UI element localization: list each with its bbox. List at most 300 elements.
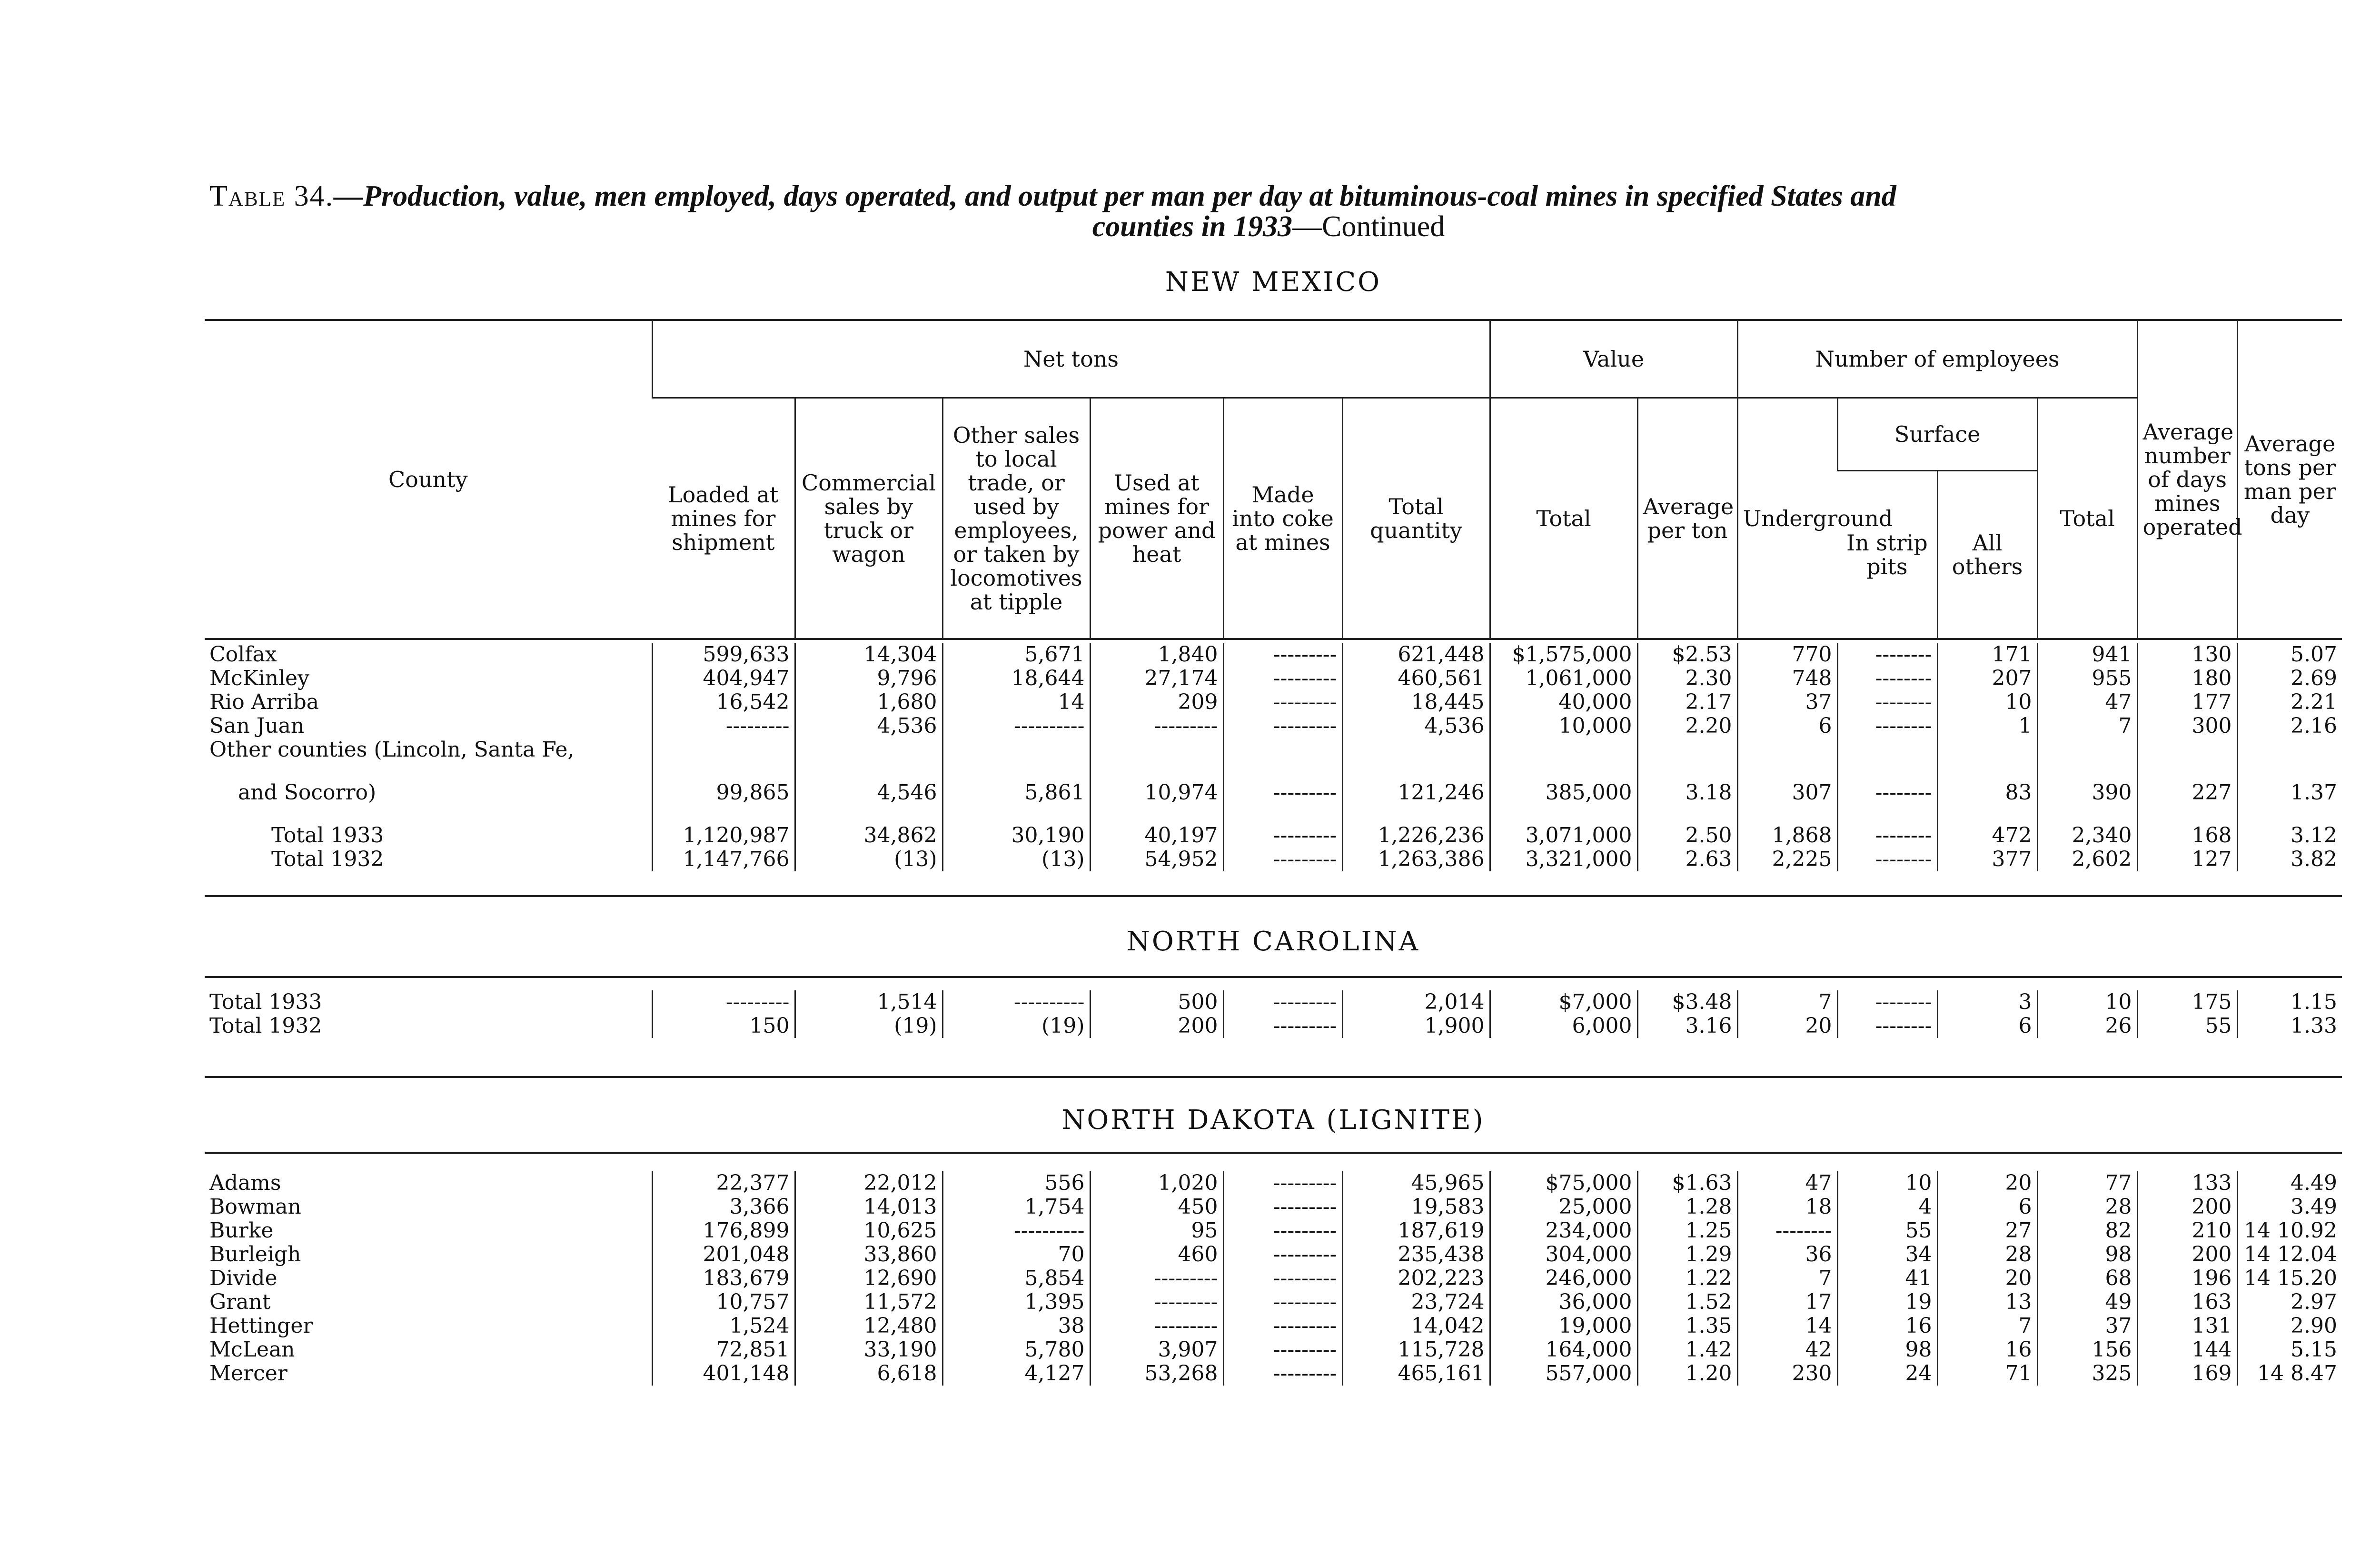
table-cell: 12,690 — [795, 1267, 942, 1290]
header-county: County — [388, 467, 468, 492]
table-cell: 1,147,766 — [652, 848, 795, 871]
table-cell: --------- — [1223, 1362, 1342, 1386]
table-cell: 2.90 — [2237, 1314, 2342, 1338]
table-cell: 404,947 — [652, 667, 795, 690]
table-cell: 3.49 — [2237, 1195, 2342, 1219]
table-cell: 14 15.20 — [2237, 1267, 2342, 1290]
table-cell: 14 10.92 — [2237, 1219, 2342, 1243]
divider — [205, 1076, 2342, 1078]
table-cell: 7 — [2037, 714, 2137, 738]
table-cell: 33,860 — [795, 1243, 942, 1267]
table-cell: 1,226,236 — [1342, 824, 1490, 848]
table-cell: 599,633 — [652, 643, 795, 667]
table-cell: 37 — [2037, 1314, 2137, 1338]
table-cell: 55 — [2137, 1014, 2237, 1038]
table-cell: 127 — [2137, 848, 2237, 871]
table-cell: --------- — [1223, 1014, 1342, 1038]
table-cell: 390 — [2037, 781, 2137, 805]
table-cell: --------- — [1090, 1314, 1223, 1338]
table-cell: --------- — [1223, 1243, 1342, 1267]
header-coke: Made into coke at mines — [1223, 398, 1342, 639]
section-title-new-mexico: NEW MEXICO — [1165, 267, 1382, 298]
table-cell: --------- — [1223, 1338, 1342, 1362]
table-cell: --------- — [1223, 848, 1342, 871]
table-cell: 150 — [652, 1014, 795, 1038]
table-cell: 230 — [1737, 1362, 1837, 1386]
table-cell: 171 — [1937, 643, 2037, 667]
header-employees: Number of employees — [1737, 320, 2137, 398]
table-cell: 98 — [2037, 1243, 2137, 1267]
table-cell: 10 — [2037, 990, 2137, 1014]
table-cell: 2.69 — [2237, 667, 2342, 690]
table-north-carolina — [205, 990, 2342, 1038]
table-cell: 1.29 — [1637, 1243, 1737, 1267]
table-cell: 41 — [1837, 1267, 1937, 1290]
county-name: Mercer — [209, 1361, 288, 1386]
table-cell: --------- — [1090, 1267, 1223, 1290]
table-cell: -------- — [1837, 643, 1937, 667]
table-cell: 26 — [2037, 1014, 2137, 1038]
county-name: Other counties (Lincoln, Santa Fe, — [209, 738, 575, 762]
table-cell: 24 — [1837, 1362, 1937, 1386]
table-row — [205, 643, 2342, 667]
table-cell: 30,190 — [942, 824, 1090, 848]
table-cell: 2,014 — [1342, 990, 1490, 1014]
table-cell: 68 — [2037, 1267, 2137, 1290]
table-cell: --------- — [1223, 643, 1342, 667]
table-row — [205, 738, 2342, 762]
table-cell: 156 — [2037, 1338, 2137, 1362]
table-cell: 2.97 — [2237, 1290, 2342, 1314]
table-cell: 6,000 — [1490, 1014, 1637, 1038]
table-cell: 1,395 — [942, 1290, 1090, 1314]
table-cell: 176,899 — [652, 1219, 795, 1243]
table-cell: (13) — [795, 848, 942, 871]
header-loaded: Loaded at mines for shipment — [668, 481, 779, 555]
table-cell: 14 8.47 — [2237, 1362, 2342, 1386]
table-cell: --------- — [1223, 690, 1342, 714]
table-cell: -------- — [1837, 990, 1937, 1014]
table-cell: 98 — [1837, 1338, 1937, 1362]
table-cell: 6 — [1937, 1195, 2037, 1219]
table-cell: 1,754 — [942, 1195, 1090, 1219]
table-cell: 2.21 — [2237, 690, 2342, 714]
caption-text: —Production, value, men employed, days operated, and output per man per day at bituminous-coal mines in specified States and — [334, 180, 1896, 212]
table-cell: 14,304 — [795, 643, 942, 667]
table-cell: -------- — [1837, 714, 1937, 738]
table-cell: 3,321,000 — [1490, 848, 1637, 871]
divider — [205, 976, 2342, 978]
table-cell: 70 — [942, 1243, 1090, 1267]
table-cell: 460 — [1090, 1243, 1223, 1267]
table-row — [205, 1195, 2342, 1219]
table-cell: 385,000 — [1490, 781, 1637, 805]
header-value-avg: Average per ton — [1637, 398, 1737, 639]
table-cell: 1,840 — [1090, 643, 1223, 667]
county-name: Total 1933 — [209, 990, 322, 1014]
table-cell: 2,602 — [2037, 848, 2137, 871]
table-cell: 3,366 — [652, 1195, 795, 1219]
table-cell: 770 — [1737, 643, 1837, 667]
table-cell: 18,445 — [1342, 690, 1490, 714]
section-title-north-carolina: NORTH CAROLINA — [1126, 926, 1420, 957]
table-cell: ---------- — [942, 990, 1090, 1014]
table-cell: 40,197 — [1090, 824, 1223, 848]
table-cell: 169 — [2137, 1362, 2237, 1386]
table-cell: 6,618 — [795, 1362, 942, 1386]
table-row — [205, 1362, 2342, 1386]
county-name: Divide — [209, 1266, 278, 1290]
table-new-mexico — [205, 643, 2342, 871]
table-cell: 3.12 — [2237, 824, 2342, 848]
table-cell: 941 — [2037, 643, 2137, 667]
table-cell: 82 — [2037, 1219, 2137, 1243]
table-cell: 7 — [1737, 1267, 1837, 1290]
table-cell: -------- — [1837, 848, 1937, 871]
table-cell: 2.30 — [1637, 667, 1737, 690]
table-cell: 1,263,386 — [1342, 848, 1490, 871]
table-row — [205, 1314, 2342, 1338]
table-cell: 36,000 — [1490, 1290, 1637, 1314]
county-name: Grant — [209, 1290, 271, 1314]
table-cell: $1,575,000 — [1490, 643, 1637, 667]
table-cell: 202,223 — [1342, 1267, 1490, 1290]
divider — [205, 1152, 2342, 1154]
table-cell: -------- — [1837, 690, 1937, 714]
table-cell: 164,000 — [1490, 1338, 1637, 1362]
table-cell: 22,012 — [795, 1171, 942, 1195]
table-cell: 1,020 — [1090, 1171, 1223, 1195]
county-name: Hettinger — [209, 1314, 313, 1338]
table-row — [205, 1243, 2342, 1267]
table-cell: (19) — [795, 1014, 942, 1038]
table-cell: 54,952 — [1090, 848, 1223, 871]
table-cell: 19,583 — [1342, 1195, 1490, 1219]
table-cell: 34,862 — [795, 824, 942, 848]
table-cell: 14 12.04 — [2237, 1243, 2342, 1267]
table-cell: 1,900 — [1342, 1014, 1490, 1038]
table-cell: 5.07 — [2237, 643, 2342, 667]
table-cell: 4,536 — [1342, 714, 1490, 738]
table-cell: --------- — [1090, 1290, 1223, 1314]
table-cell: 1,120,987 — [652, 824, 795, 848]
county-name: McLean — [209, 1337, 295, 1362]
table-cell: 955 — [2037, 667, 2137, 690]
table-cell: --------- — [1223, 1267, 1342, 1290]
table-cell: ---------- — [942, 714, 1090, 738]
header-surface: Surface — [1837, 398, 2037, 471]
table-cell: 168 — [2137, 824, 2237, 848]
table-cell: 40,000 — [1490, 690, 1637, 714]
header-value: Value — [1490, 320, 1737, 398]
table-cell: --------- — [1090, 714, 1223, 738]
table-cell: 19 — [1837, 1290, 1937, 1314]
table-cell: 187,619 — [1342, 1219, 1490, 1243]
table-cell: 2.50 — [1637, 824, 1737, 848]
table-cell: 2.17 — [1637, 690, 1737, 714]
table-cell: (19) — [942, 1014, 1090, 1038]
table-cell: 77 — [2037, 1171, 2137, 1195]
table-row — [205, 990, 2342, 1014]
table-cell: 27,174 — [1090, 667, 1223, 690]
table-cell: 183,679 — [652, 1267, 795, 1290]
table-cell: 325 — [2037, 1362, 2137, 1386]
table-cell: 1.20 — [1637, 1362, 1737, 1386]
table-cell: 53,268 — [1090, 1362, 1223, 1386]
table-cell: 72,851 — [652, 1338, 795, 1362]
table-cell: 34 — [1837, 1243, 1937, 1267]
table-cell: 17 — [1737, 1290, 1837, 1314]
table-row — [205, 1267, 2342, 1290]
table-cell: 133 — [2137, 1171, 2237, 1195]
table-cell: 748 — [1737, 667, 1837, 690]
table-cell: 234,000 — [1490, 1219, 1637, 1243]
table-cell: 47 — [2037, 690, 2137, 714]
table-cell: 33,190 — [795, 1338, 942, 1362]
table-label: Table 34. — [209, 180, 334, 212]
table-cell: 5,671 — [942, 643, 1090, 667]
table-cell: 1,868 — [1737, 824, 1837, 848]
table-cell: 201,048 — [652, 1243, 795, 1267]
table-row — [205, 1290, 2342, 1314]
table-cell: 10,000 — [1490, 714, 1637, 738]
table-cell: 307 — [1737, 781, 1837, 805]
table-cell: 472 — [1937, 824, 2037, 848]
table-cell: 1.15 — [2237, 990, 2342, 1014]
table-cell: 4,546 — [795, 781, 942, 805]
table-cell: 14 — [1737, 1314, 1837, 1338]
county-name: Rio Arriba — [209, 690, 319, 714]
table-cell: 99,865 — [652, 781, 795, 805]
table-cell: --------- — [1223, 1314, 1342, 1338]
table-cell: 7 — [1937, 1314, 2037, 1338]
county-name: and Socorro) — [238, 780, 377, 805]
table-cell: 6 — [1737, 714, 1837, 738]
table-cell: -------- — [1837, 1014, 1937, 1038]
table-cell: 2.63 — [1637, 848, 1737, 871]
table-cell: 304,000 — [1490, 1243, 1637, 1267]
table-cell: ---------- — [942, 1219, 1090, 1243]
table-cell: 130 — [2137, 643, 2237, 667]
table-cell: 3.16 — [1637, 1014, 1737, 1038]
table-cell: --------- — [1223, 667, 1342, 690]
table-cell: 1,680 — [795, 690, 942, 714]
county-name: Total 1933 — [271, 823, 384, 848]
table-cell: 460,561 — [1342, 667, 1490, 690]
table-cell: 1 — [1937, 714, 2037, 738]
table-cell: 16,542 — [652, 690, 795, 714]
table-cell: $2.53 — [1637, 643, 1737, 667]
table-cell: 1.25 — [1637, 1219, 1737, 1243]
table-cell: 200 — [1090, 1014, 1223, 1038]
table-cell: 42 — [1737, 1338, 1837, 1362]
header-value-total: Total — [1490, 398, 1637, 639]
table-cell: 49 — [2037, 1290, 2137, 1314]
county-name: McKinley — [209, 666, 309, 690]
table-cell: 5,780 — [942, 1338, 1090, 1362]
table-cell: 95 — [1090, 1219, 1223, 1243]
header-avg-days: Average number of days mines operated — [2137, 320, 2237, 639]
table-cell: 12,480 — [795, 1314, 942, 1338]
header-commercial: Commercial sales by truck or wagon — [795, 398, 942, 639]
table-cell: 1.37 — [2237, 781, 2342, 805]
table-cell: 450 — [1090, 1195, 1223, 1219]
table-cell: 5.15 — [2237, 1338, 2342, 1362]
table-cell: --------- — [1223, 824, 1342, 848]
table-cell: 1,061,000 — [1490, 667, 1637, 690]
table-cell: 196 — [2137, 1267, 2237, 1290]
table-row — [205, 1338, 2342, 1362]
caption-continued: —Continued — [1292, 210, 1445, 243]
table-cell: 1,524 — [652, 1314, 795, 1338]
header-avg-tons: Average tons per man per day — [2237, 320, 2342, 639]
header-emp-total: Total — [2037, 398, 2137, 639]
divider — [205, 895, 2342, 897]
table-cell: 2.16 — [2237, 714, 2342, 738]
table-cell: 14,042 — [1342, 1314, 1490, 1338]
table-cell: 23,724 — [1342, 1290, 1490, 1314]
table-cell: 36 — [1737, 1243, 1837, 1267]
table-cell: 131 — [2137, 1314, 2237, 1338]
table-cell: 20 — [1937, 1267, 2037, 1290]
table-cell: 180 — [2137, 667, 2237, 690]
table-cell: -------- — [1837, 667, 1937, 690]
table-cell: 4,127 — [942, 1362, 1090, 1386]
table-row — [205, 714, 2342, 738]
table-cell: --------- — [1223, 1195, 1342, 1219]
table-cell: 3,071,000 — [1490, 824, 1637, 848]
table-cell: 3 — [1937, 990, 2037, 1014]
table-cell: 14 — [942, 690, 1090, 714]
table-cell: 5,854 — [942, 1267, 1090, 1290]
header-strip-pits: In strip pits — [1846, 530, 1928, 579]
table-cell: 2,225 — [1737, 848, 1837, 871]
table-cell: 3,907 — [1090, 1338, 1223, 1362]
county-name: Colfax — [209, 642, 277, 667]
table-cell: 121,246 — [1342, 781, 1490, 805]
table-north-dakota — [205, 1171, 2342, 1386]
table-cell: -------- — [1737, 1219, 1837, 1243]
table-cell: 11,572 — [795, 1290, 942, 1314]
table-cell: 16 — [1937, 1338, 2037, 1362]
table-cell: --------- — [1223, 781, 1342, 805]
table-cell: 3.18 — [1637, 781, 1737, 805]
table-cell: 177 — [2137, 690, 2237, 714]
table-cell: 9,796 — [795, 667, 942, 690]
table-cell: 45,965 — [1342, 1171, 1490, 1195]
table-cell: 3.82 — [2237, 848, 2342, 871]
table-cell: 38 — [942, 1314, 1090, 1338]
table-cell: 22,377 — [652, 1171, 795, 1195]
table-cell: $7,000 — [1490, 990, 1637, 1014]
table-cell: --------- — [1223, 1219, 1342, 1243]
table-row — [205, 667, 2342, 690]
table-cell: 4.49 — [2237, 1171, 2342, 1195]
table-cell: 227 — [2137, 781, 2237, 805]
table-cell: 1.35 — [1637, 1314, 1737, 1338]
table-cell: --------- — [652, 990, 795, 1014]
table-cell: 47 — [1737, 1171, 1837, 1195]
table-cell: 10 — [1837, 1171, 1937, 1195]
table-cell: 200 — [2137, 1195, 2237, 1219]
table-cell: --------- — [652, 714, 795, 738]
table-cell: --------- — [1223, 1171, 1342, 1195]
county-name: Adams — [209, 1171, 281, 1195]
table-header — [205, 319, 2342, 640]
header-all-others: All others — [1937, 471, 2037, 639]
table-cell: 246,000 — [1490, 1267, 1637, 1290]
table-cell: 1.52 — [1637, 1290, 1737, 1314]
table-cell: 4 — [1837, 1195, 1937, 1219]
table-cell: 209 — [1090, 690, 1223, 714]
table-cell: 500 — [1090, 990, 1223, 1014]
table-cell: 10 — [1937, 690, 2037, 714]
table-cell: --------- — [1223, 1290, 1342, 1314]
table-cell: 10,974 — [1090, 781, 1223, 805]
table-cell: 7 — [1737, 990, 1837, 1014]
table-cell: 28 — [2037, 1195, 2137, 1219]
table-row — [205, 690, 2342, 714]
header-other-sales: Other sales to local trade, or used by employees, or taken by locomotives at tipple — [942, 398, 1090, 639]
table-cell: 401,148 — [652, 1362, 795, 1386]
table-cell: 115,728 — [1342, 1338, 1490, 1362]
table-cell: 175 — [2137, 990, 2237, 1014]
county-name: San Juan — [209, 714, 305, 738]
table-cell: 28 — [1937, 1243, 2037, 1267]
table-cell: 163 — [2137, 1290, 2237, 1314]
table-cell: 556 — [942, 1171, 1090, 1195]
table-cell: -------- — [1837, 824, 1937, 848]
county-name: Bowman — [209, 1195, 301, 1219]
table-cell: 83 — [1937, 781, 2037, 805]
table-cell: 71 — [1937, 1362, 2037, 1386]
table-cell: 2,340 — [2037, 824, 2137, 848]
county-name: Burke — [209, 1218, 274, 1243]
table-row — [205, 781, 2342, 805]
table-row — [205, 1171, 2342, 1195]
table-cell: 621,448 — [1342, 643, 1490, 667]
table-cell: -------- — [1837, 781, 1937, 805]
table-cell: 377 — [1937, 848, 2037, 871]
table-cell: --------- — [1223, 714, 1342, 738]
table-cell: 1.28 — [1637, 1195, 1737, 1219]
table-cell: 1,514 — [795, 990, 942, 1014]
table-row — [205, 824, 2342, 848]
table-cell: 210 — [2137, 1219, 2237, 1243]
table-cell: (13) — [942, 848, 1090, 871]
table-cell: 10,757 — [652, 1290, 795, 1314]
table-row — [205, 1014, 2342, 1038]
table-cell: 235,438 — [1342, 1243, 1490, 1267]
table-cell: 27 — [1937, 1219, 2037, 1243]
table-row — [205, 1219, 2342, 1243]
table-cell: 14,013 — [795, 1195, 942, 1219]
table-row — [205, 848, 2342, 871]
table-cell: 13 — [1937, 1290, 2037, 1314]
section-title-north-dakota: NORTH DAKOTA (LIGNITE) — [1061, 1105, 1485, 1136]
header-underground: Underground — [1737, 398, 1837, 639]
table-cell: 25,000 — [1490, 1195, 1637, 1219]
table-cell: $3.48 — [1637, 990, 1737, 1014]
table-cell: 300 — [2137, 714, 2237, 738]
table-cell: 16 — [1837, 1314, 1937, 1338]
table-cell: $1.63 — [1637, 1171, 1737, 1195]
header-used-power: Used at mines for power and heat — [1090, 398, 1223, 639]
table-caption — [209, 181, 2328, 242]
table-cell: 465,161 — [1342, 1362, 1490, 1386]
table-cell: 1.33 — [2237, 1014, 2342, 1038]
table-cell: 557,000 — [1490, 1362, 1637, 1386]
